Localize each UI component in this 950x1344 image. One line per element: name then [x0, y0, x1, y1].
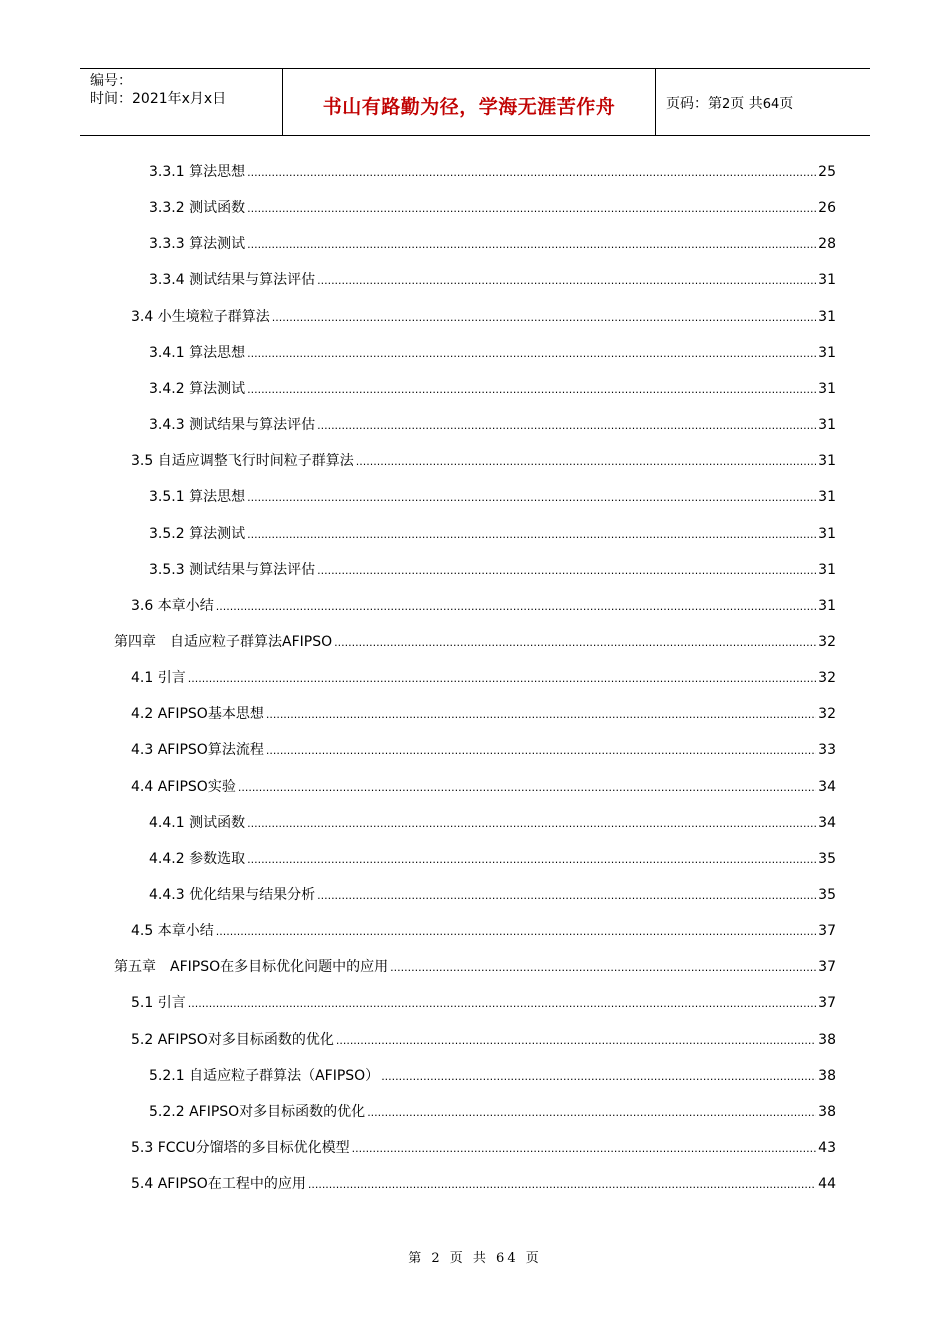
header-meta	[80, 69, 282, 135]
toc-leader-dots	[266, 741, 816, 761]
toc-entry[interactable]	[131, 1174, 836, 1194]
toc-entry-page: 32	[818, 670, 836, 687]
toc-entry-label: 3.3.3 算法测试	[149, 236, 246, 253]
toc-leader-dots	[317, 886, 816, 906]
toc-entry-label: 3.4 小生境粒子群算法	[131, 308, 270, 325]
toc-entry-label: 5.4 AFIPSO在工程中的应用	[131, 1176, 306, 1193]
toc-entry[interactable]	[131, 451, 836, 471]
toc-entry-label: 3.5 自适应调整飞行时间粒子群算法	[131, 453, 354, 470]
page-label: 页码：第	[666, 96, 722, 112]
toc-entry[interactable]	[149, 487, 836, 507]
toc-leader-dots	[334, 633, 816, 653]
toc-entry-label: 4.4.3 优化结果与结果分析	[149, 887, 316, 903]
toc-entry[interactable]	[149, 415, 836, 435]
toc-leader-dots	[216, 597, 816, 617]
toc-entry-page: 33	[818, 742, 836, 759]
toc-entry-page: 26	[818, 200, 836, 217]
document-header	[80, 68, 870, 136]
toc-entry-label: 3.5.3 测试结果与算法评估	[149, 561, 316, 578]
toc-entry[interactable]	[149, 234, 836, 254]
toc-entry[interactable]	[149, 524, 836, 544]
toc-entry-page: 31	[818, 453, 836, 470]
toc-entry-label: 3.3.1 算法思想	[149, 164, 246, 180]
code-label: 编号：	[90, 73, 132, 89]
toc-entry-label: 4.2 AFIPSO基本思想	[131, 706, 264, 723]
toc-entry-page: 35	[818, 850, 836, 867]
toc-entry-label: 3.3.4 测试结果与算法评估	[149, 272, 316, 289]
toc-leader-dots	[381, 1067, 816, 1087]
toc-entry-page: 34	[818, 814, 836, 831]
toc-leader-dots	[367, 1103, 816, 1123]
toc-entry-page: 38	[818, 1067, 836, 1084]
header-motto: 书山有路勤为径，学海无涯苦作舟	[282, 69, 656, 135]
toc-leader-dots	[247, 235, 816, 255]
toc-entry-page: 32	[818, 633, 836, 650]
toc-entry[interactable]	[149, 813, 836, 833]
toc-leader-dots	[247, 344, 816, 364]
toc-entry-label: 3.4.1 算法思想	[149, 344, 246, 361]
toc-entry-page: 37	[818, 959, 836, 976]
toc-entry[interactable]	[149, 885, 836, 905]
toc-entry-page: 44	[818, 1176, 836, 1193]
toc-entry[interactable]	[149, 162, 836, 182]
toc-leader-dots	[308, 1175, 816, 1195]
toc-entry[interactable]	[131, 1030, 836, 1050]
toc-leader-dots	[272, 308, 816, 328]
toc-entry-label: 3.5.2 算法测试	[149, 525, 246, 542]
toc-leader-dots	[216, 922, 816, 942]
toc-entry-page: 31	[818, 308, 836, 325]
toc-entry-label: 3.3.2 测试函数	[149, 200, 246, 217]
toc-entry-label: 4.4 AFIPSO实验	[131, 778, 236, 795]
toc-leader-dots	[247, 380, 816, 400]
toc-entry-label: 3.4.3 测试结果与算法评估	[149, 417, 316, 434]
toc-entry-page: 31	[818, 561, 836, 578]
toc-leader-dots	[247, 525, 816, 545]
toc-entry[interactable]	[131, 307, 836, 327]
time-label: 时间：2021年x月x日	[90, 91, 227, 107]
toc-leader-dots	[317, 416, 816, 436]
toc-entry-page: 31	[818, 525, 836, 542]
toc-entry-page: 31	[818, 417, 836, 434]
toc-entry-label: 5.2 AFIPSO对多目标函数的优化	[131, 1031, 334, 1048]
page-total: 64	[762, 97, 780, 112]
page-end: 页	[779, 96, 794, 112]
toc-entry-page: 43	[818, 1140, 836, 1157]
toc-entry-label: 5.1 引言	[131, 995, 186, 1012]
toc-entry[interactable]	[131, 704, 836, 724]
toc-entry[interactable]	[114, 957, 836, 977]
toc-entry-label: 4.5 本章小结	[131, 923, 214, 940]
toc-entry-label: 5.2.1 自适应粒子群算法（AFIPSO）	[149, 1067, 380, 1084]
toc-entry[interactable]	[131, 1138, 836, 1158]
toc-entry-label: 3.4.2 算法测试	[149, 380, 246, 397]
toc-leader-dots	[390, 958, 816, 978]
toc-leader-dots	[356, 452, 816, 472]
toc-entry-page: 25	[818, 164, 836, 180]
toc-leader-dots	[247, 163, 816, 183]
toc-entry-label: 第四章 自适应粒子群算法AFIPSO	[114, 633, 333, 650]
toc-entry[interactable]	[131, 993, 836, 1013]
toc-entry-page: 35	[818, 887, 836, 903]
toc-entry-label: 4.4.1 测试函数	[149, 814, 246, 831]
toc-leader-dots	[188, 669, 816, 689]
toc-entry-page: 32	[818, 706, 836, 723]
toc-entry[interactable]	[131, 596, 836, 616]
toc-entry[interactable]	[131, 740, 836, 760]
toc-leader-dots	[266, 705, 816, 725]
toc-leader-dots	[317, 271, 816, 291]
toc-entry[interactable]	[149, 270, 836, 290]
toc-entry[interactable]	[149, 379, 836, 399]
page-footer: 第 2 页 共 64 页	[408, 1251, 542, 1266]
toc-entry[interactable]	[149, 849, 836, 869]
toc-entry[interactable]	[149, 198, 836, 218]
toc-entry-label: 3.6 本章小结	[131, 597, 214, 614]
toc-entry-label: 5.2.2 AFIPSO对多目标函数的优化	[149, 1103, 366, 1120]
toc-entry-page: 38	[818, 1103, 836, 1120]
toc-leader-dots	[238, 778, 816, 798]
toc-entry[interactable]	[149, 1066, 836, 1086]
toc-entry-label: 4.4.2 参数选取	[149, 850, 246, 867]
toc-entry-page: 31	[818, 489, 836, 506]
toc-entry[interactable]	[149, 560, 836, 580]
toc-entry-page: 31	[818, 272, 836, 289]
toc-entry[interactable]	[114, 632, 836, 652]
toc-entry-label: 第五章 AFIPSO在多目标优化问题中的应用	[114, 959, 389, 976]
toc-entry[interactable]	[131, 921, 836, 941]
toc-leader-dots	[247, 814, 816, 834]
toc-entry[interactable]	[149, 1102, 836, 1122]
toc-entry-label: 5.3 FCCU分馏塔的多目标优化模型	[131, 1140, 350, 1157]
toc-leader-dots	[317, 561, 816, 581]
header-page-info	[656, 69, 870, 135]
toc-entry-page: 31	[818, 597, 836, 614]
toc-leader-dots	[352, 1139, 817, 1159]
toc-entry-page: 37	[818, 995, 836, 1012]
page-mid: 页 共	[730, 96, 763, 112]
toc-entry-page: 34	[818, 778, 836, 795]
toc-leader-dots	[247, 199, 816, 219]
toc-entry-page: 31	[818, 344, 836, 361]
toc-leader-dots	[247, 488, 816, 508]
toc-leader-dots	[336, 1031, 816, 1051]
page-current: 2	[722, 97, 731, 112]
toc-leader-dots	[188, 994, 816, 1014]
toc-entry[interactable]	[149, 343, 836, 363]
toc-entry-label: 3.5.1 算法思想	[149, 489, 246, 506]
toc-entry-page: 31	[818, 380, 836, 397]
toc-entry-page: 38	[818, 1031, 836, 1048]
toc-entry-page: 37	[818, 923, 836, 940]
toc-entry[interactable]	[131, 777, 836, 797]
toc-leader-dots	[247, 850, 816, 870]
toc-entry-label: 4.3 AFIPSO算法流程	[131, 742, 264, 759]
toc-entry[interactable]	[131, 668, 836, 688]
toc-entry-page: 28	[818, 236, 836, 253]
toc-entry-label: 4.1 引言	[131, 670, 186, 687]
